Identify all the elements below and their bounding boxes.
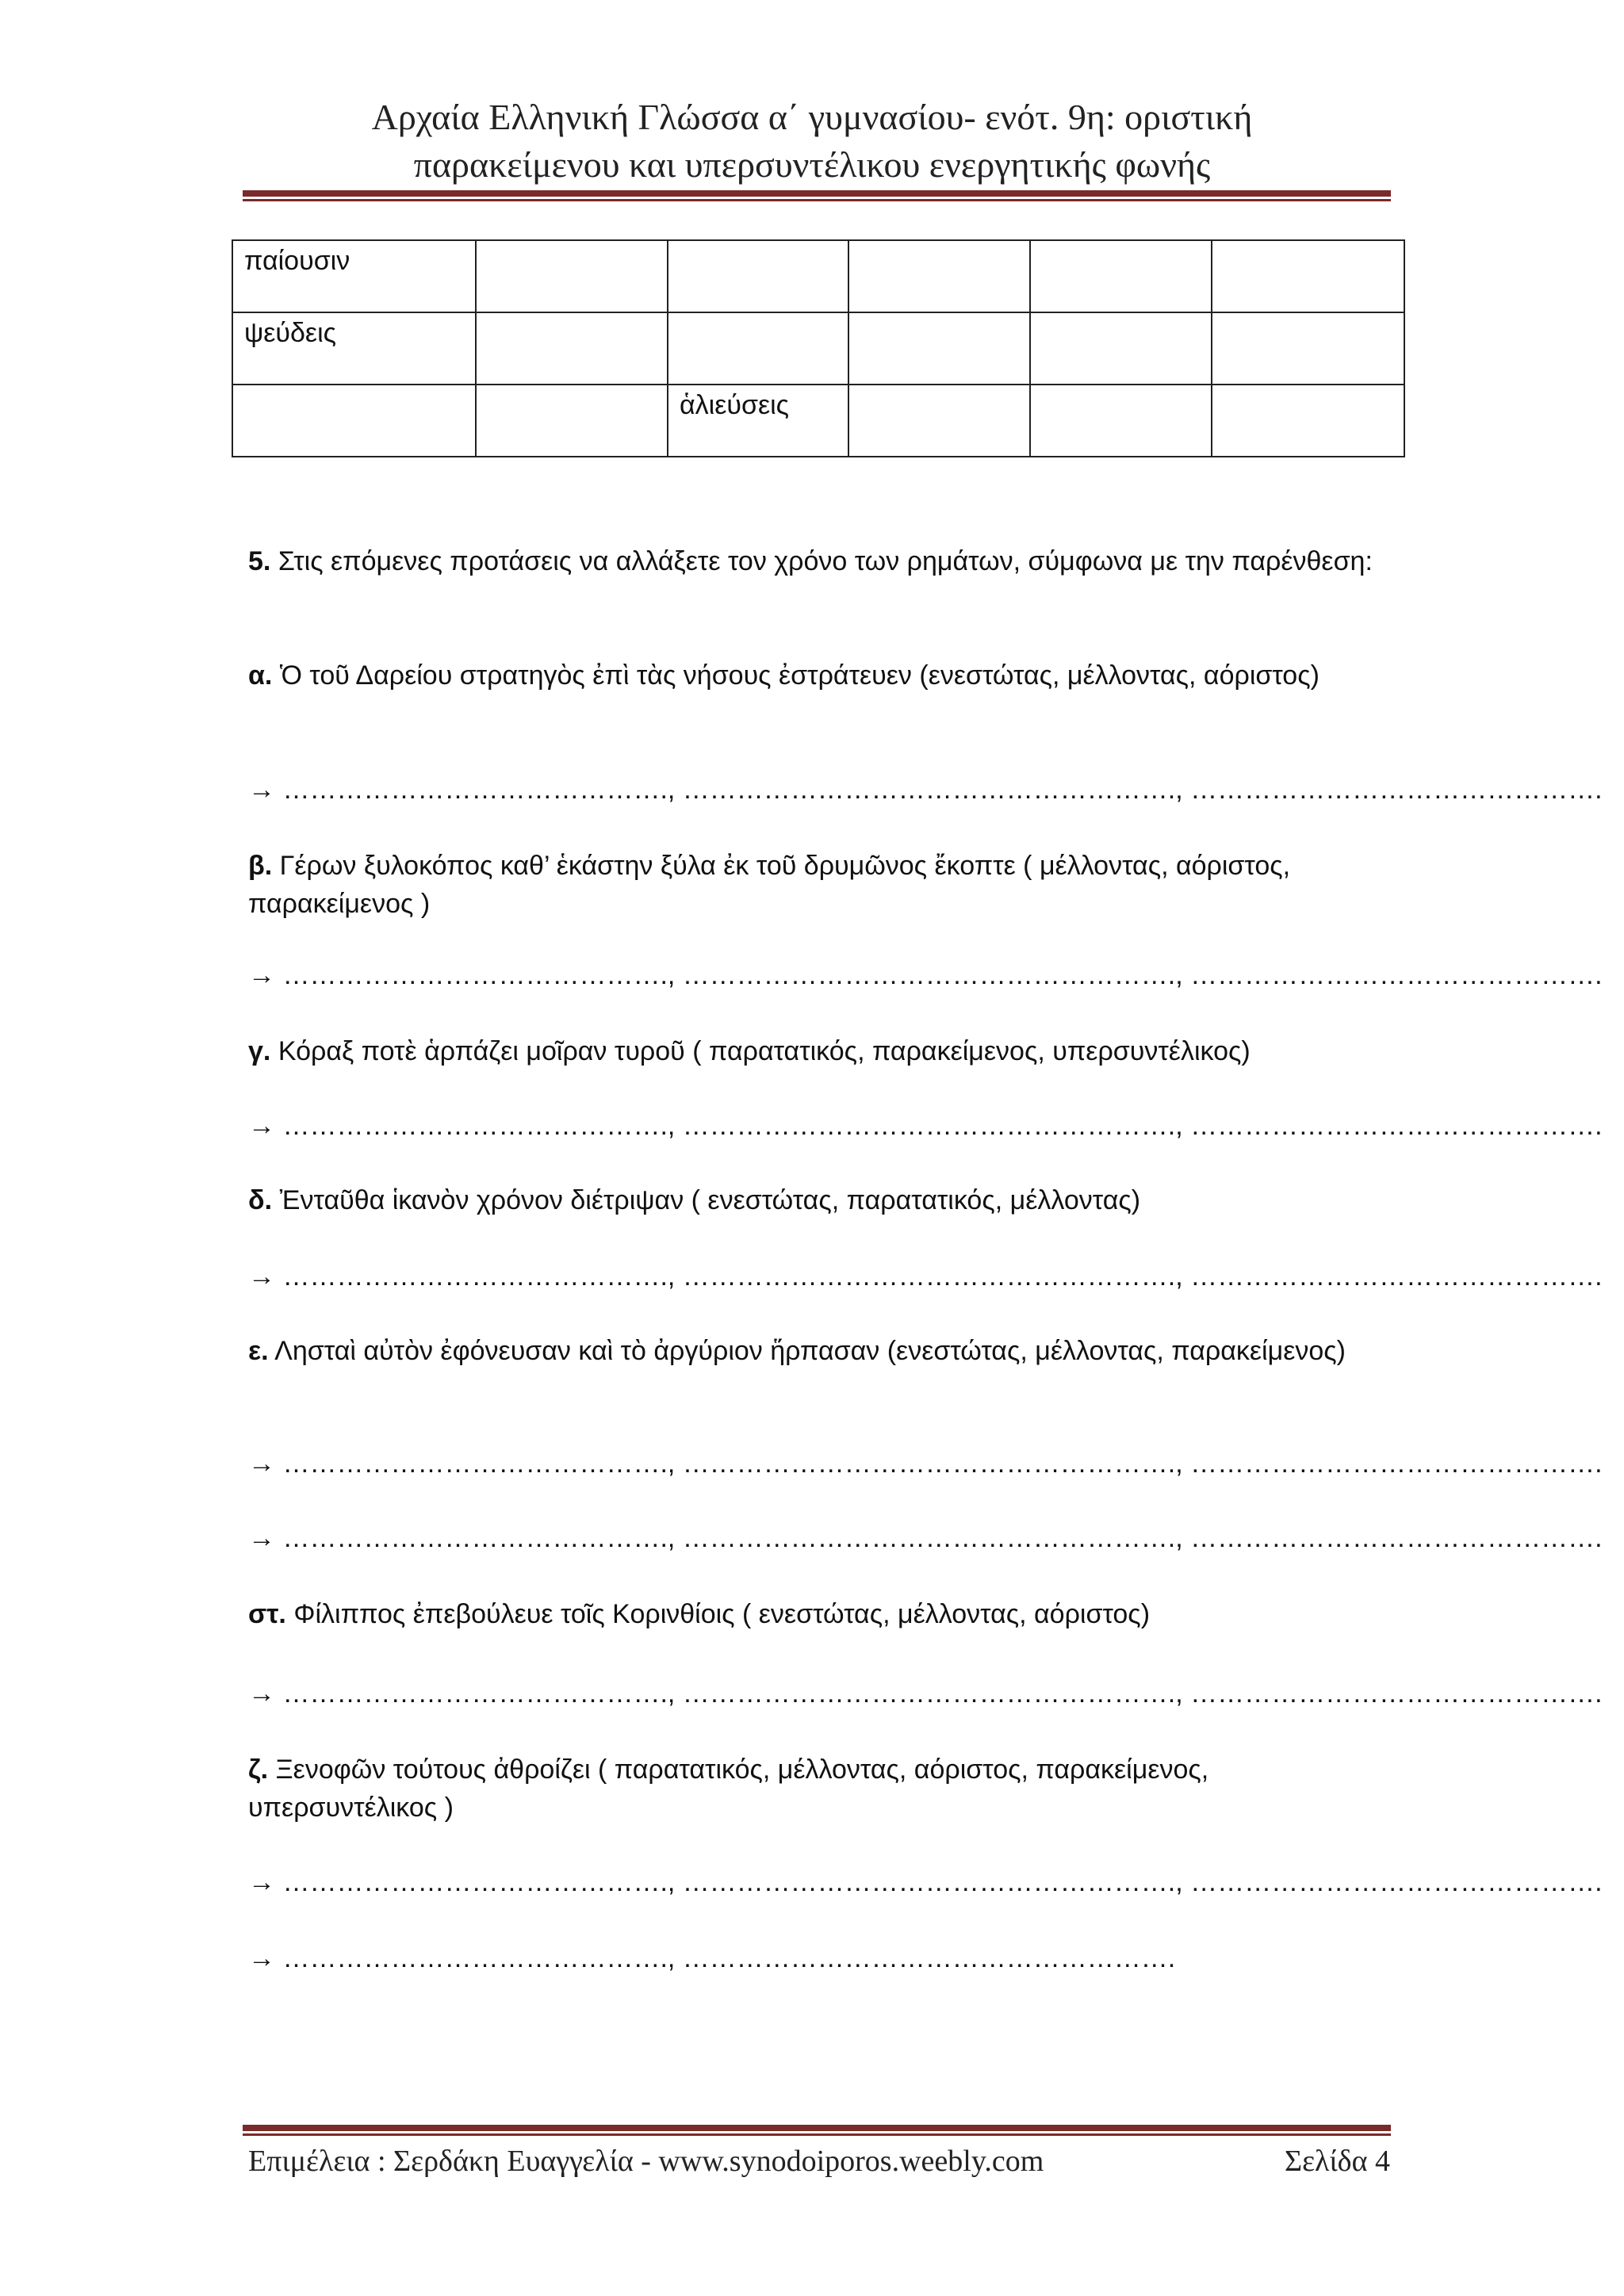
page-number: Σελίδα 4 bbox=[1284, 2145, 1390, 2178]
table-row bbox=[232, 312, 1404, 385]
answer-line[interactable]: → ……………………………………., ………………………………………………., ………………………………………. bbox=[248, 1448, 1603, 1479]
table-cell: ψεύδεις bbox=[232, 312, 476, 385]
header-rule bbox=[243, 190, 1391, 201]
table-cell[interactable] bbox=[848, 385, 1030, 457]
answer-line[interactable]: → ……………………………………., ………………………………………………., ………………………………………. bbox=[248, 1678, 1603, 1709]
table-cell[interactable] bbox=[1030, 385, 1212, 457]
item-label: δ. bbox=[248, 1185, 273, 1215]
header-title-line1: Αρχαία Ελληνική Γλώσσα α΄ γυμνασίου- ενότ. 9η: οριστική bbox=[371, 97, 1253, 137]
table-cell: παίουσιν bbox=[232, 240, 476, 312]
answer-line[interactable]: → ……………………………………., ………………………………………………., ………………………………………. bbox=[248, 960, 1603, 990]
answer-line[interactable]: → ……………………………………., ………………………………………………., ………………………………………. bbox=[248, 1261, 1603, 1292]
table-cell[interactable] bbox=[1212, 240, 1404, 312]
exercise-item-d bbox=[248, 1181, 1390, 1219]
answer-line[interactable]: → ……………………………………., ………………………………………………., ………………………………………. bbox=[248, 775, 1603, 805]
item-text: Ὁ τοῦ Δαρείου στρατηγὸς ἐπὶ τὰς νήσους ἐστράτευεν (ενεστώτας, μέλλοντας, αόριστος) bbox=[279, 660, 1320, 691]
item-text: Λησταὶ αὐτὸν ἐφόνευσαν καὶ τὸ ἀργύριον ἥρπασαν (ενεστώτας, μέλλοντας, παρακείμενος) bbox=[274, 1336, 1346, 1366]
exercise-item-c bbox=[248, 1032, 1390, 1070]
item-text: Ἐνταῦθα ἱκανὸν χρόνον διέτριψαν ( ενεστώτας, παρατατικός, μέλλοντας) bbox=[279, 1185, 1141, 1215]
page-footer bbox=[248, 2142, 1390, 2180]
instruction-text: Στις επόμενες προτάσεις να αλλάξετε τον χρόνο των ρημάτων, σύμφωνα με την παρένθεση: bbox=[278, 546, 1373, 576]
table-cell[interactable] bbox=[668, 240, 848, 312]
table-row bbox=[232, 385, 1404, 457]
item-label: γ. bbox=[248, 1036, 271, 1066]
item-text: Κόραξ ποτὲ ἁρπάζει μοῖραν τυροῦ ( παρατατικός, παρακείμενος, υπερσυντέλικος) bbox=[278, 1036, 1251, 1066]
exercise-item-st bbox=[248, 1595, 1390, 1633]
table-row bbox=[232, 240, 1404, 312]
answer-line[interactable]: → ……………………………………., ………………………………………………., ………………………………………. bbox=[248, 1111, 1603, 1141]
table-cell[interactable] bbox=[1212, 312, 1404, 385]
item-label: β. bbox=[248, 851, 273, 881]
exercise-item-e bbox=[248, 1332, 1390, 1370]
item-label: στ. bbox=[248, 1599, 286, 1629]
table-cell[interactable] bbox=[476, 240, 668, 312]
footer-credit: Επιμέλεια : Σερδάκη Ευαγγελία - www.synodoiporos.weebly.com bbox=[248, 2145, 1044, 2178]
item-label: ζ. bbox=[248, 1755, 269, 1785]
answer-line[interactable]: → ……………………………………., ………………………………………………., ………………………………………. bbox=[248, 1867, 1603, 1897]
table-cell[interactable] bbox=[848, 240, 1030, 312]
exercise-item-b bbox=[248, 847, 1390, 923]
table-cell[interactable] bbox=[1212, 385, 1404, 457]
table-cell: ἁλιεύσεις bbox=[668, 385, 848, 457]
exercise-number: 5. bbox=[248, 546, 271, 576]
table-cell[interactable] bbox=[476, 312, 668, 385]
exercise-item-a bbox=[248, 656, 1390, 695]
header-title-line2: παρακείμενου και υπερσυντέλικου ενεργητικής φωνής bbox=[413, 144, 1211, 185]
table-cell[interactable] bbox=[848, 312, 1030, 385]
table-cell[interactable] bbox=[1030, 240, 1212, 312]
item-label: α. bbox=[248, 660, 273, 691]
verb-table bbox=[232, 239, 1405, 457]
exercise-item-z bbox=[248, 1751, 1390, 1827]
footer-rule bbox=[243, 2125, 1391, 2136]
item-text: Φίλιππος ἐπεβούλευε τοῖς Κορινθίοις ( ενεστώτας, μέλλοντας, αόριστος) bbox=[293, 1599, 1151, 1629]
table-cell[interactable] bbox=[476, 385, 668, 457]
table-cell[interactable] bbox=[668, 312, 848, 385]
answer-line[interactable]: → ……………………………………., ………………………………………………., ………………………………………. bbox=[248, 1523, 1603, 1553]
answer-line[interactable]: → ……………………………………., ………………………………………………. bbox=[248, 1943, 1176, 1973]
item-label: ε. bbox=[248, 1336, 269, 1366]
exercise-instruction bbox=[248, 542, 1390, 580]
table-cell[interactable] bbox=[1030, 312, 1212, 385]
item-text: Ξενοφῶν τούτους ἀθροίζει ( παρατατικός, μέλλοντας, αόριστος, παρακείμενος, υπερσυντέλικος ) bbox=[248, 1755, 1209, 1823]
table-cell[interactable] bbox=[232, 385, 476, 457]
item-text: Γέρων ξυλοκόπος καθ’ ἑκάστην ξύλα ἐκ τοῦ δρυμῶνος ἔκοπτε ( μέλλοντας, αόριστος, παρακείμενος ) bbox=[248, 851, 1291, 919]
page-header bbox=[0, 94, 1624, 189]
